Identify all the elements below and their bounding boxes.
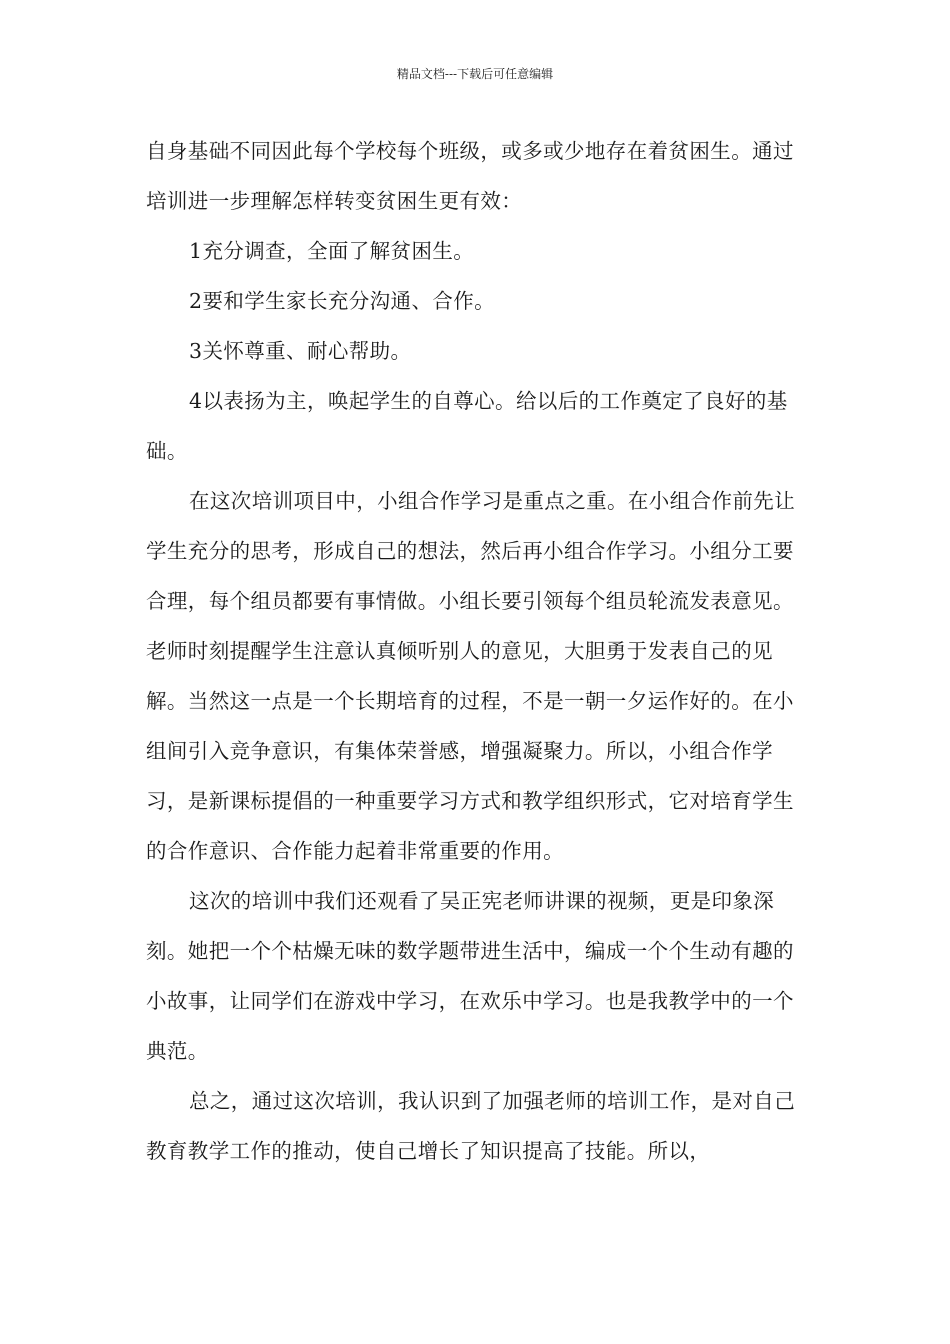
document-body [146, 126, 810, 1176]
list-item-3: 3关怀尊重、耐心帮助。 [189, 339, 412, 363]
page-header: 精品文档---下载后可任意编辑 [396, 67, 554, 81]
paragraph-conclusion: 总之，通过这次培训，我认识到了加强老师的培训工作，是对自己教育教学工作的推动，使自己增长了知识提高了技能。所以， [146, 1089, 796, 1163]
list-item-1: 1充分调查，全面了解贫困生。 [189, 239, 475, 263]
paragraph-intro: 自身基础不同因此每个学校每个班级，或多或少地存在着贫困生。通过培训进一步理解怎样转变贫困生更有效： [146, 139, 794, 213]
list-item-4: 4以表扬为主，唤起学生的自尊心。给以后的工作奠定了良好的基础。 [146, 389, 788, 463]
paragraph-group-work: 在这次培训项目中，小组合作学习是重点之重。在小组合作前先让学生充分的思考，形成自己的想法，然后再小组合作学习。小组分工要合理，每个组员都要有事情做。小组长要引领每个组员轮流发表意见。老师时刻提醒学生注意认真倾听别人的意见，大胆勇于发表自己的见解。当然这一点是一个长期培育的过程，不是一朝一夕运作好的。在小组间引入竞争意识，有集体荣誉感，增强凝聚力。所以，小组合作学习，是新课标提倡的一种重要学习方式和教学组织形式，它对培育学生的合作意识、合作能力起着非常重要的作用。 [146, 489, 796, 863]
list-item-2: 2要和学生家长充分沟通、合作。 [189, 289, 496, 313]
paragraph-video: 这次的培训中我们还观看了吴正宪老师讲课的视频，更是印象深刻。她把一个个枯燥无味的数学题带进生活中，编成一个个生动有趣的小故事，让同学们在游戏中学习，在欢乐中学习。也是我教学中的一个典范。 [146, 889, 794, 1063]
